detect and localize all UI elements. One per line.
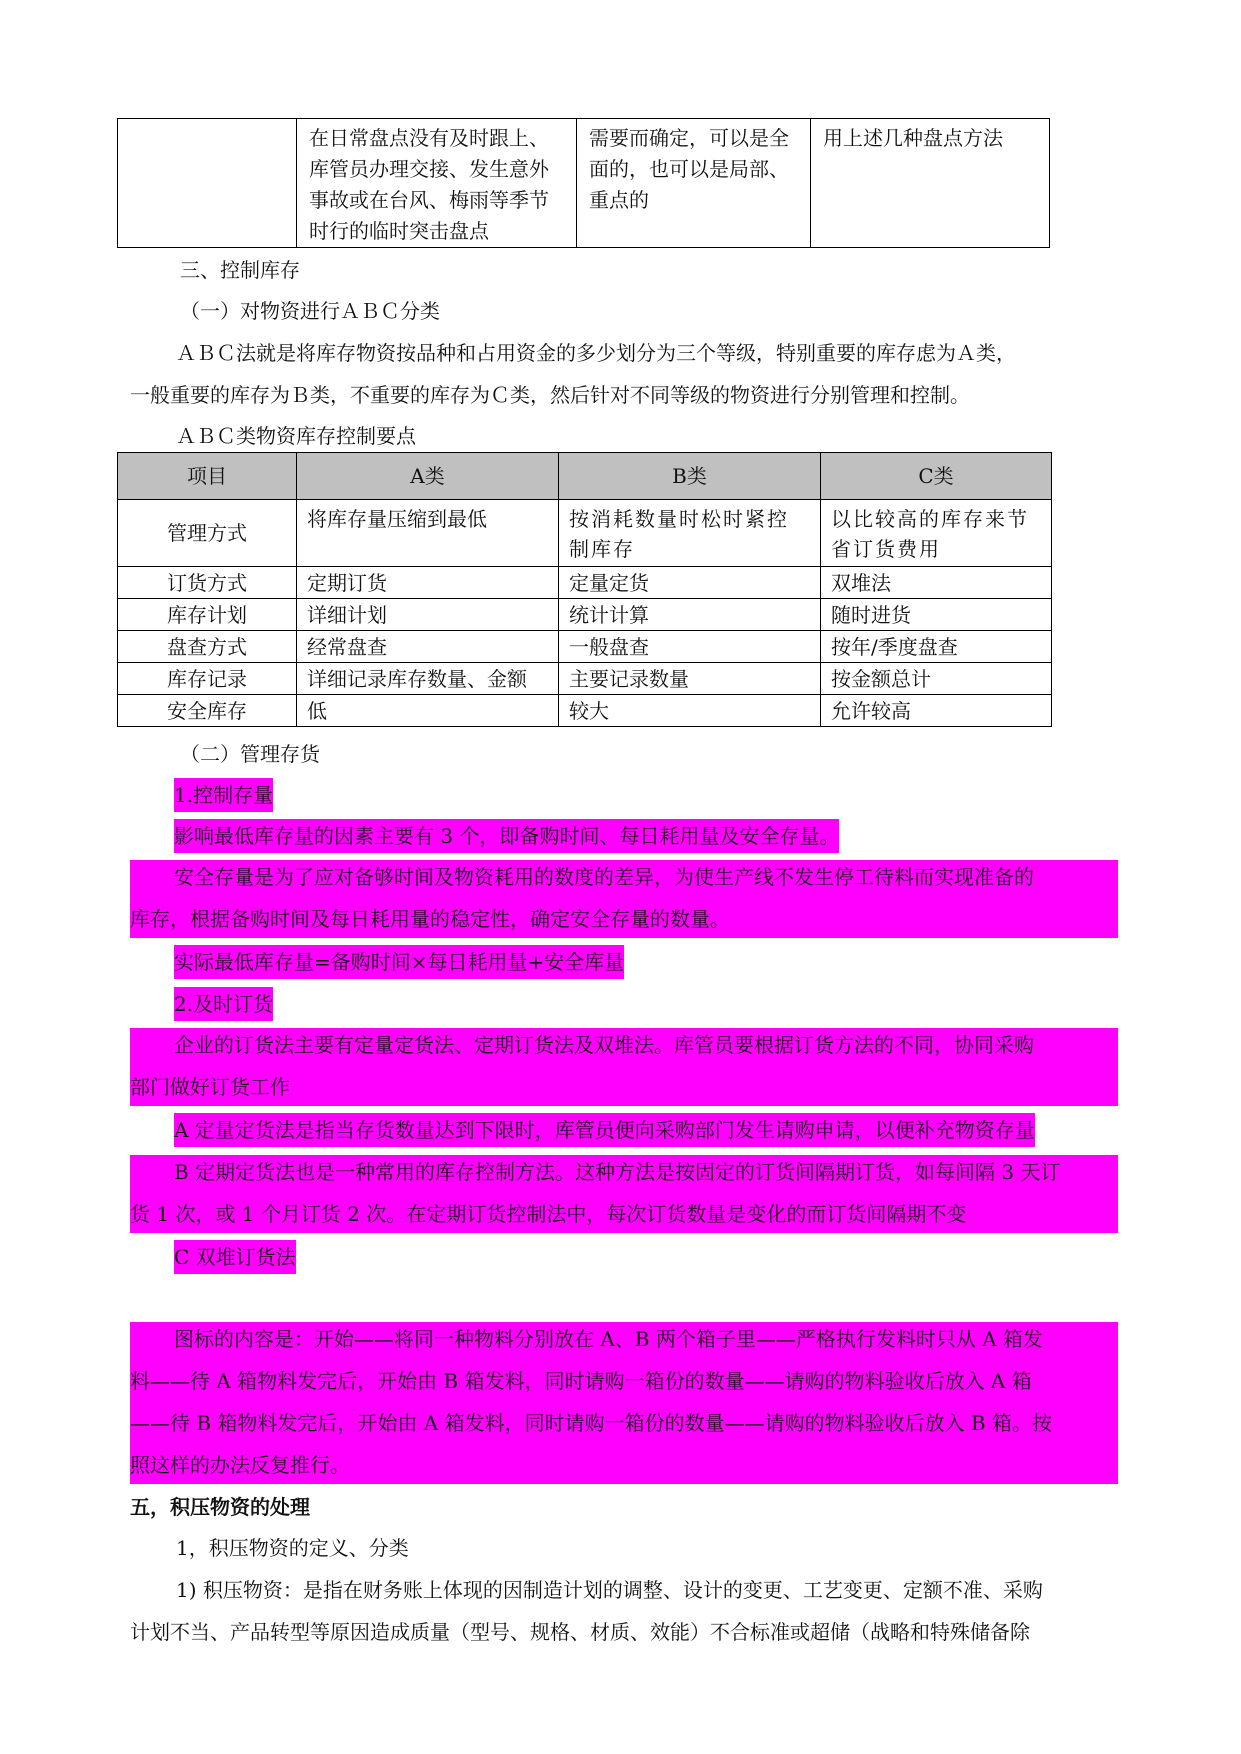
hl-fixed-period-line1: B 定期定货法也是一种常用的库存控制方法。这种方法是按固定的订货间隔期订货，如每间隔 3 天订 — [174, 1160, 1061, 1184]
table-cell: 以比较高的库存来节 省订货费用 — [821, 500, 1052, 567]
heading-control-inventory: 三、控制库存 — [180, 258, 300, 282]
table-cell: 库存记录 — [118, 663, 297, 695]
hl-diagram-line3: ——待 B 箱物料发完后，开始由 A 箱发料，同时请购一箱份的数量——请购的物料验收后放入 B 箱。按 — [130, 1411, 1052, 1435]
table-cell: 管理方式 — [118, 500, 297, 567]
top-table-cell-empty — [118, 119, 297, 248]
table-cell: 订货方式 — [118, 567, 297, 599]
abc-header-b: B类 — [559, 453, 821, 500]
hl-two-bin: C 双堆订货法 — [174, 1240, 296, 1274]
top-table-cell-2: 在日常盘点没有及时跟上、 库管员办理交接、发生意外 事故或在台风、梅雨等季节 时行的临时突击盘点 — [297, 119, 577, 248]
table-row — [118, 500, 1052, 567]
table-cell: 一般盘查 — [559, 631, 821, 663]
table-row — [118, 631, 1052, 663]
table-cell: 按年/季度盘查 — [821, 631, 1052, 663]
hl-order-method-line2: 部门做好订货工作 — [130, 1075, 290, 1099]
table-cell: 按金额总计 — [821, 663, 1052, 695]
table-cell: 双堆法 — [821, 567, 1052, 599]
heading-overstock: 五，积压物资的处理 — [130, 1495, 310, 1519]
hl-min-stock-factors: 影响最低库存量的因素主要有 3 个，即备购时间、每日耗用量及安全存量。 — [174, 819, 839, 853]
table-row — [118, 695, 1052, 727]
table-cell: 详细记录库存数量、金额 — [297, 663, 559, 695]
paragraph-overstock-line1: 1) 积压物资：是指在财务账上体现的因制造计划的调整、设计的变更、工艺变更、定额不准、采购 — [176, 1578, 1043, 1602]
paragraph-abc-line1: ＡＢＣ法就是将库存物资按品种和占用资金的多少划分为三个等级，特别重要的库存虑为Ａ类， — [176, 341, 1016, 365]
table-cell: 将库存量压缩到最低 — [297, 500, 559, 567]
table-cell: 统计计算 — [559, 599, 821, 631]
top-table-cell-4: 用上述几种盘点方法 — [811, 119, 1050, 248]
hl-fixed-quantity: A 定量定货法是指当存货数量达到下限时，库管员便向采购部门发生请购申请，以便补充物资存量 — [174, 1113, 1035, 1147]
hl-safety-stock-line1: 安全存量是为了应对备够时间及物资耗用的数度的差异，为使生产线不发生停工待料而实现准备的 — [174, 865, 1034, 889]
hl-diagram-line4: 照这样的办法反复推行。 — [130, 1453, 350, 1477]
table-cell: 低 — [297, 695, 559, 727]
table-cell: 主要记录数量 — [559, 663, 821, 695]
table-row — [118, 599, 1052, 631]
table-cell: 经常盘查 — [297, 631, 559, 663]
table-cell: 库存计划 — [118, 599, 297, 631]
paragraph-abc-line2: 一般重要的库存为Ｂ类，不重要的库存为Ｃ类，然后针对不同等级的物资进行分别管理和控制。 — [130, 383, 970, 407]
hl-fixed-period-line2: 货 1 次，或 1 个月订货 2 次。在定期订货控制法中，每次订货数量是变化的而订货间隔期不变 — [130, 1202, 967, 1226]
table-row — [118, 663, 1052, 695]
table-cell: 安全库存 — [118, 695, 297, 727]
hl-diagram-line1: 图标的内容是：开始——将同一种物料分别放在 A、B 两个箱子里——严格执行发料时只从 A 箱发 — [174, 1327, 1044, 1351]
hl-safety-stock-line2: 库存，根据备购时间及每日耗用量的稳定性，确定安全存量的数量。 — [130, 907, 730, 931]
subheading-overstock-definition: 1，积压物资的定义、分类 — [176, 1536, 409, 1560]
table-cell: 盘查方式 — [118, 631, 297, 663]
hl-diagram-line2: 料——待 A 箱物料发完后，开始由 B 箱发料，同时请购一箱份的数量——请购的物料验收后放入 A 箱 — [130, 1369, 1032, 1393]
table-cell: 定期订货 — [297, 567, 559, 599]
table-cell: 允许较高 — [821, 695, 1052, 727]
table-row — [118, 567, 1052, 599]
abc-header-item: 项目 — [118, 453, 297, 500]
table-caption: ＡＢＣ类物资库存控制要点 — [176, 424, 416, 448]
table-cell: 较大 — [559, 695, 821, 727]
hl-formula: 实际最低库存量=备购时间×每日耗用量+安全库量 — [174, 945, 624, 979]
table-cell: 定量定货 — [559, 567, 821, 599]
top-table-cell-3: 需要而确定，可以是全 面的，也可以是局部、 重点的 — [577, 119, 811, 248]
hl-timely-order: 2.及时订货 — [174, 987, 273, 1021]
table-cell: 按消耗数量时松时紧控 制库存 — [559, 500, 821, 567]
hl-control-stock: 1.控制存量 — [174, 778, 273, 812]
abc-header-c: C类 — [821, 453, 1052, 500]
hl-order-method-line1: 企业的订货法主要有定量定货法、定期订货法及双堆法。库管员要根据订货方法的不同，协同采购 — [174, 1033, 1034, 1057]
subheading-manage-inventory: （二）管理存货 — [180, 742, 320, 766]
abc-table — [117, 452, 1052, 727]
top-table — [117, 118, 1050, 248]
paragraph-overstock-line2: 计划不当、产品转型等原因造成质量（型号、规格、材质、效能）不合标准或超储（战略和特殊储备除 — [130, 1620, 1030, 1644]
table-cell: 随时进货 — [821, 599, 1052, 631]
subheading-abc: （一）对物资进行ＡＢＣ分类 — [180, 299, 440, 323]
abc-header-a: A类 — [297, 453, 559, 500]
table-cell: 详细计划 — [297, 599, 559, 631]
